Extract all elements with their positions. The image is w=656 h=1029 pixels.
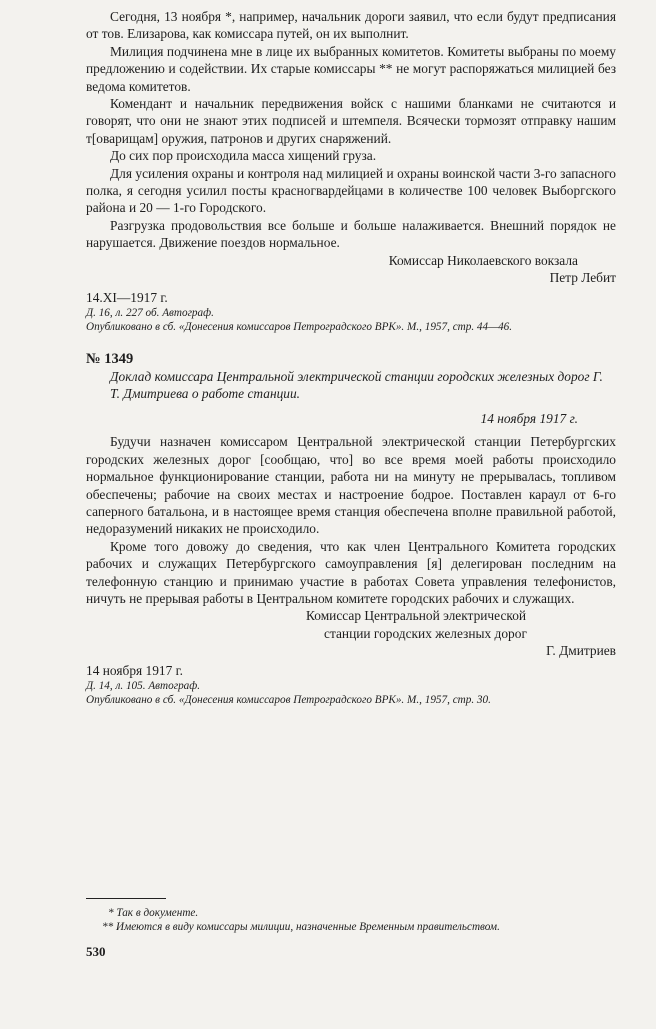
doc2-publication-ref: Опубликовано в сб. «Донесения комиссаров Петроградского ВРК». М., 1957, стр. 30.	[86, 694, 491, 706]
doc1-paragraph-3: Комендант и начальник передвижения войск с нашими бланками не считаются и говорят, что они не знают этих подписей и штемпеля. Всячески тормозят отправку нашим т[оварищам] оружия, патронов и других снаряжений.	[86, 96, 616, 146]
doc2-signature-block	[306, 607, 616, 659]
doc2-signature-name: Г. Дмитриев	[546, 643, 616, 659]
doc1-signature-title: Комиссар Николаевского вокзала	[388, 252, 578, 268]
footnote-divider	[86, 898, 166, 899]
doc1-paragraph-2: Милиция подчинена мне в лице их выбранных комитетов. Комитеты выбраны по моему предложению и содействии. Их старые комиссары ** не могут распоряжаться милицией без ведома комитетов.	[86, 43, 616, 94]
doc2-number: № 1349	[86, 351, 134, 368]
doc1-archive-ref: Д. 16, л. 227 об. Автограф.	[86, 306, 214, 319]
footnote-1: * Так в документе.	[108, 907, 199, 919]
page-body	[86, 8, 616, 707]
doc1-paragraph-4: До сих пор происходила масса хищений груза.	[110, 148, 377, 164]
footnote-2: ** Имеются в виду комиссары милиции, назначенные Временным правительством.	[102, 921, 500, 933]
doc2-paragraph-2: Кроме того довожу до сведения, что как член Центрального Комитета городских рабочих и служащих Петербургского самоуправления [я] делегирован последним на телефонную станцию и принимаю участие в работах Совета управления телефонистов, ничуть не прерывая работы в Центральном комитете городских рабочих и служащих.	[86, 538, 616, 606]
doc1-paragraph-1: Сегодня, 13 ноября *, например, начальник дороги заявил, что если будут предписания от тов. Елизарова, как комиссара путей, он их выполнит.	[86, 9, 616, 42]
page-number: 530	[86, 944, 106, 959]
doc1-date: 14.XI—1917 г.	[86, 289, 168, 305]
doc1-paragraph-5: Для усиления охраны и контроля над милицией и охраны воинской части 3-го запасного полка, я сегодня усилил посты красногвардейцами в количестве 100 человек Выборгского района и 20 — 1-го Городского.	[86, 165, 616, 216]
doc2-signature-line-1: Комиссар Центральной электрической	[306, 608, 527, 624]
doc1-signature-name: Петр Лебит	[549, 270, 616, 286]
doc2-paragraph-1: Будучи назначен комиссаром Центральной электрической станции Петербургских городских железных дорог [сообщаю, что] во все время моей работы происходило нормальное функционирование станции, работа ни на минуту не прерывалась, топливом обеспечены; рабочие на своих местах и настроение бодрое. Поставлен караул от 6-го саперного батальона, и в настоящее время станция обеспечена вполне правильной работой, недоразумений никаких не происходило.	[86, 434, 616, 537]
doc2-signature-line-2: станции городских железных дорог	[324, 625, 527, 641]
doc1-paragraph-6: Разгрузка продовольствия все больше и больше налаживается. Внешний порядок не нарушается. Движение поездов нормальное.	[86, 217, 616, 251]
doc2-heading-date: 14 ноября 1917 г.	[480, 411, 578, 427]
doc2-title: Доклад комиссара Центральной электрической станции городских железных дорог Г. Т. Дмитриева о работе станции.	[110, 369, 603, 402]
doc2-archive-ref: Д. 14, л. 105. Автограф.	[86, 679, 200, 692]
doc1-publication-ref: Опубликовано в сб. «Донесения комиссаров Петроградского ВРК». М., 1957, стр. 44—46.	[86, 320, 513, 333]
doc2-date: 14 ноября 1917 г.	[86, 662, 183, 678]
